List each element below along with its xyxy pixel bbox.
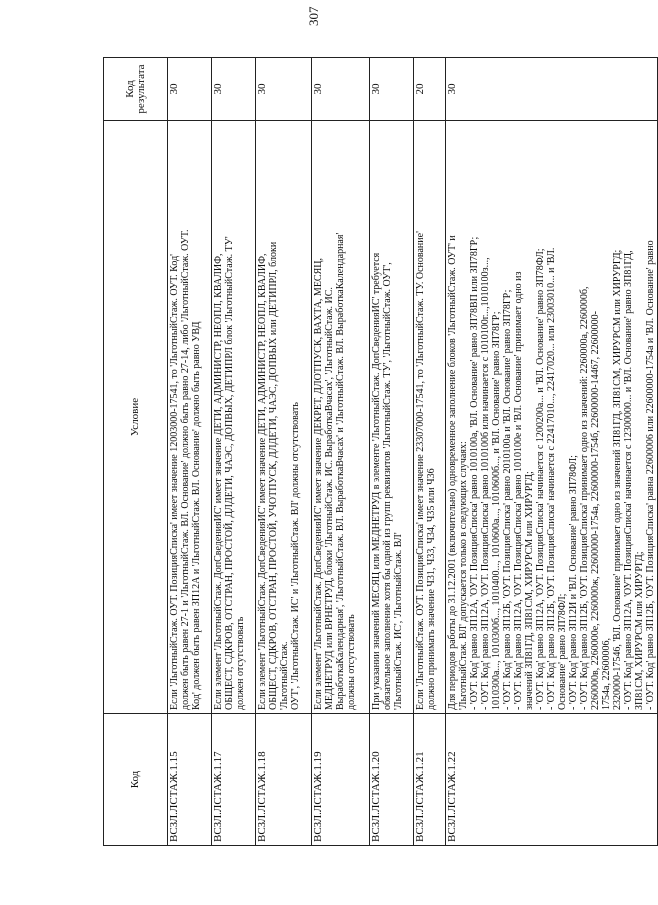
condition-line: При указании значений МЕСЯЦ или МЕДНЕТРУД в элементе 'ЛьготныйСтаж. ДопСведенияИС' требуется [371, 252, 382, 710]
condition-line: должен быть равен 27-1 и 'ЛьготныйСтаж. ВЛ. Основание' должно быть равно 27-14, либо 'ЛьготныйСтаж. ОУТ. [180, 229, 191, 710]
condition-line: ОУТ', 'ЛьготныйСтаж. ИС' и 'ЛьготныйСтаж. ВЛ' должны отсутствовать [290, 402, 301, 710]
row-result-code: 30 [312, 58, 370, 121]
condition-line: МЕДНЕТРУД или ВРНЕТРУД, блоки 'ЛьготныйСтаж. ИС. ВыработкаВчасах', 'ЛьготныйСтаж. ИС. [324, 287, 335, 710]
condition-line: Если 'ЛьготныйСтаж. ОУТ. ПозицияСписка' имеет значение 12003000-17541, то 'ЛьготныйСтаж. ОУТ. Код' [169, 254, 180, 710]
row-condition [414, 121, 446, 714]
row-result-code: 30 [168, 58, 212, 121]
condition-line: ЗП81СМ, ХИРУРСМ или ХИРУРГД; [634, 551, 645, 710]
condition-line: - 'ОУТ. Код' равно ЗП12Б, 'ОУТ. ПозицияСписка' равна 22600006 или 22600000-1754а и 'ВЛ. Основание' равно [645, 240, 656, 710]
row-result-code: 20 [414, 58, 446, 121]
condition-line: 2320000-17546, 'ВЛ. Основание' принимает одно из значений ЗП81ГД, ЗП81СМ, ХИРУРСМ или ХИРУРГД; [612, 249, 623, 710]
condition-line: обязательное заполнение хотя бы одной из групп реквизитов 'ЛьготныйСтаж. ТУ', 'ЛьготныйСтаж. ОУТ', [382, 262, 393, 710]
condition-line: - 'ОУТ. Код' равно ЗП12А, 'ОУТ. ПозицияСписка' равно 1010100а, 'ВЛ. Основание' равно ЗП78ВП или ЗП78ГР; [469, 236, 480, 710]
row-code: ВСЗЛ.ЛСТАЖ.1.15 [168, 714, 212, 846]
row-result-code: 30 [212, 58, 256, 121]
condition-line: - 'ОУТ. Код' равно ЗП12А, 'ОУТ. ПозицияСписка' начинается с 12300000... и 'ВЛ. Основание' равно ЗП81ГД, [623, 250, 634, 710]
condition-line: 2260000в, 2260000е, 2260000ж, 22600000-1754а, 22600000-1754б, 22600000-14467, 22600000- [590, 311, 601, 710]
table-row [212, 58, 256, 846]
condition-line: Код' должен быть равен ЗП12А и 'ЛьготныйСтаж. ВЛ. Основание' должно быть равно УВД [191, 321, 202, 710]
condition-line: Если элемент 'ЛьготныйСтаж. ДопСведенияИС' имеет значение ДЕКРЕТ, ДЛОТПУСК, ВАХТА, МЕСЯЦ, [313, 258, 324, 710]
condition-line: Основание' равно ЗП78ФЛ; [557, 593, 568, 710]
condition-line: Если элемент 'ЛьготныйСтаж. ДопСведенияИС' имеет значение ДЕТИ, АДМИНИСТР, НЕОПЛ, КВАЛИФ, [257, 253, 268, 710]
condition-line: 'ЛьготныйСтаж. ВЛ' допускается только в следующих случаях: [458, 441, 469, 710]
row-result-code: 30 [256, 58, 312, 121]
condition-line: должно принимать значение Ч31, Ч33, Ч34, Ч35 или Ч36 [426, 468, 437, 710]
table-row [414, 58, 446, 846]
row-code: ВСЗЛ.ЛСТАЖ.1.21 [414, 714, 446, 846]
row-condition [370, 121, 414, 714]
condition-line: 'ЛьготныйСтаж. ИС', 'ЛьготныйСтаж. ВЛ' [393, 532, 404, 710]
condition-line: ВыработкаКалендарная', 'ЛьготныйСтаж. ВЛ. ВыработкаВчасах' и 'ЛьготныйСтаж. ВЛ. ВыработкаКалендарная' [335, 232, 346, 710]
condition-line: - 'ОУТ. Код' равно ЗП12Б, 'ОУТ. ПозицияСписка' принимает одно из значений: 2260000а, 2260000б, [579, 286, 590, 710]
row-code: ВСЗЛ.ЛСТАЖ.1.19 [312, 714, 370, 846]
table-row [370, 58, 414, 846]
row-condition [446, 121, 658, 714]
row-code: ВСЗЛ.ЛСТАЖ.1.17 [212, 714, 256, 846]
condition-line: 1010300а..., 1010300б..., 1010400..., 1010600а..., 1010600б..., и 'ВЛ. Основание' равно ЗП78ГР; [491, 311, 502, 710]
condition-line: должен отсутствовать [235, 616, 246, 710]
rotated-content [103, 58, 656, 846]
row-code: ВСЗЛ.ЛСТАЖ.1.18 [256, 714, 312, 846]
header-result: Код результата [104, 58, 168, 121]
row-result-code: 30 [370, 58, 414, 121]
row-condition [212, 121, 256, 714]
condition-line: - 'ОУТ. Код' равно ЗП12Б, 'ОУТ. ПозицияСписка' равно 2010100а и 'ВЛ. Основание' равно ЗП78ГР; [502, 289, 513, 710]
row-condition [168, 121, 212, 714]
condition-line: ОБЩЕСТ, СДКРОВ, ОТСТРАН, ПРОСТОЙ, УЧОТПУСК, ДЛДЕТИ, ЧАЭС, ДОПВЫХ или ДЕТИПРЛ, блоки [268, 241, 279, 710]
condition-line: - 'ОУТ. Код' равно ЗП12И и 'ВЛ. Основание' равно ЗП78ФЛ; [568, 455, 579, 710]
row-result-code: 30 [446, 58, 658, 121]
condition-line: 1754а, 22600006, [601, 638, 612, 710]
table-row [168, 58, 212, 846]
page-number: 307 [306, 6, 321, 26]
condition-line: ОБЩЕСТ, СДКРОВ, ОТСТРАН, ПРОСТОЙ, ДЛДЕТИ, ЧАЭС, ДОПВЫХ, ДЕТИПРЛ блок 'ЛьготныйСтаж. ТУ' [224, 236, 235, 710]
condition-line: - 'ОУТ. Код' равно ЗП12Б, 'ОУТ. ПозицияСписка' начинается с 22417010..., 22417020... или 23003010... и 'ВЛ. [546, 247, 557, 710]
conditions-table [103, 57, 658, 846]
table-row [446, 58, 658, 846]
condition-line: должны отсутствовать [346, 614, 357, 710]
header-condition: Условие [104, 121, 168, 714]
row-code: ВСЗЛ.ЛСТАЖ.1.20 [370, 714, 414, 846]
condition-line: Если 'ЛьготныйСтаж. ОУТ. ПозицияСписка' имеет значение 23307000-17541, то 'ЛьготныйСтаж. ТУ. Основание' [415, 231, 426, 710]
condition-line: значений ЗП81ГД, ЗП81СМ, ХИРУРСМ или ХИРУРГД; [524, 471, 535, 710]
table-row [312, 58, 370, 846]
header-code: Код [104, 714, 168, 846]
rotated-table-area [103, 58, 656, 846]
condition-line: - 'ОУТ. Код' равно ЗП12А, 'ОУТ. ПозицияСписка' начинается с 1200200а... и 'ВЛ. Основание' равно ЗП78ФЛ; [535, 248, 546, 710]
row-condition [256, 121, 312, 714]
row-code: ВСЗЛ.ЛСТАЖ.1.22 [446, 714, 658, 846]
condition-line: - 'ОУТ. Код' равно ЗП12А, 'ОУТ. ПозицияСписка' равно 1010100е и 'ВЛ. Основание' принимает одно из [513, 271, 524, 710]
row-condition [312, 121, 370, 714]
page-number-container [302, 0, 338, 38]
table-row [256, 58, 312, 846]
condition-line: 'ЛьготныйСтаж. [279, 641, 290, 710]
condition-line: Для периодов работы до 31.12.2001 (включительно) одновременное заполнение блоков 'ЛьготныйСтаж. ОУТ' и [447, 235, 458, 710]
condition-line: Если элемент 'ЛьготныйСтаж. ДопСведенияИС' имеет значение ДЕТИ, АДМИНИСТР, НЕОПЛ, КВАЛИФ, [213, 253, 224, 710]
table-header-row [104, 58, 168, 846]
condition-line: - 'ОУТ. Код' равно ЗП12А, 'ОУТ. ПозицияСписка' равно 1010100б или начинается с 1010100г...,1010100з..., [480, 257, 491, 710]
